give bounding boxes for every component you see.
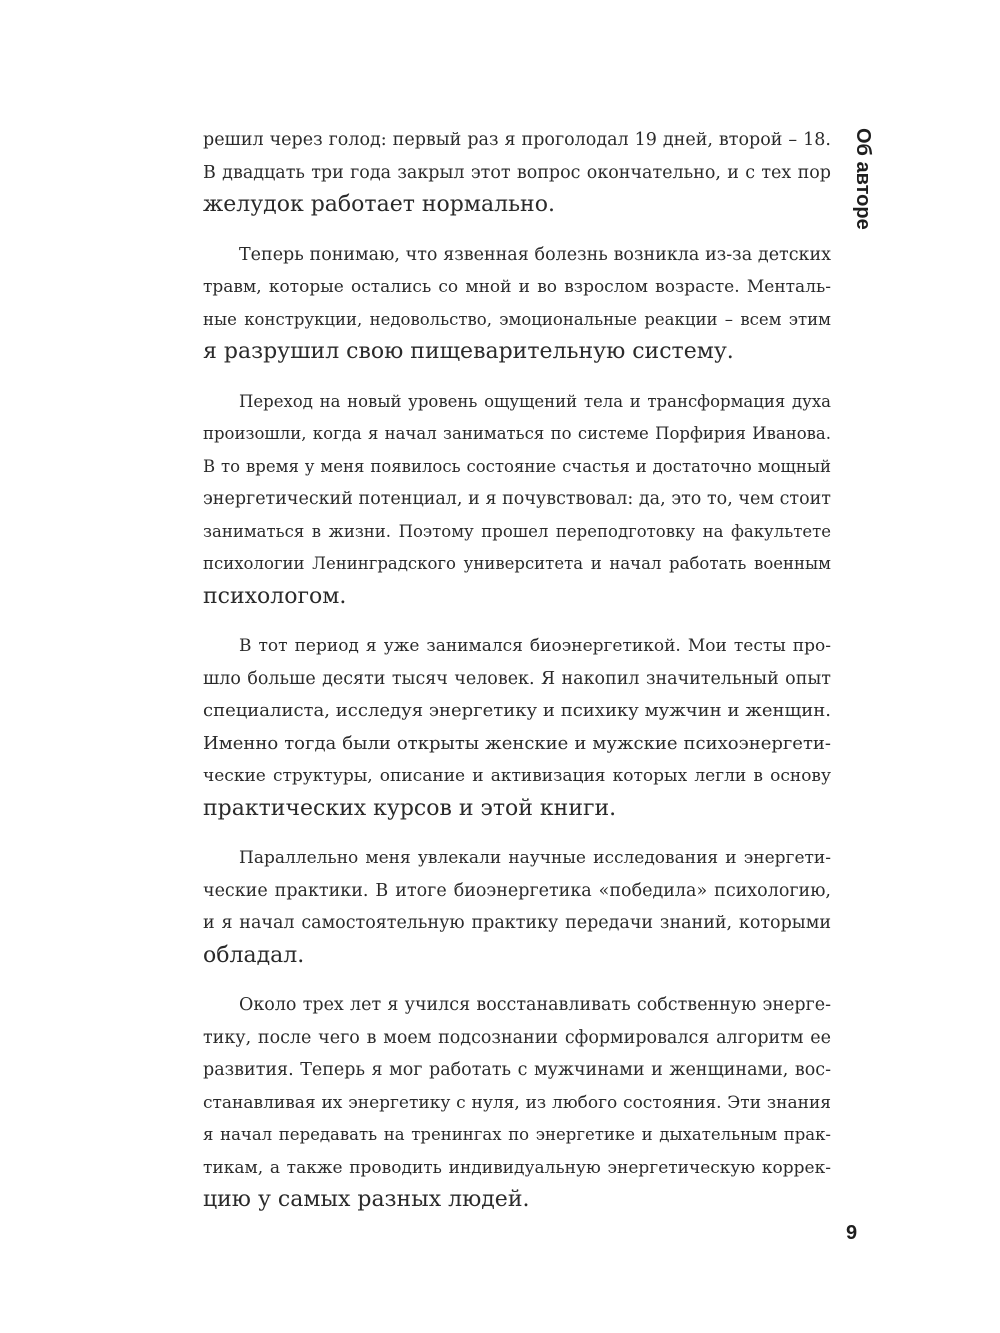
text-line: тикам, а также проводить индивидуальную энергетическую коррек- xyxy=(203,1157,831,1178)
text-line: станавливая их энергетику с нуля, из любого состояния. Эти знания xyxy=(203,1092,831,1113)
text-line: специалиста, исследуя энергетику и психику мужчин и женщин. xyxy=(203,700,831,721)
text-line: решил через голод: первый раз я проголодал 19 дней, второй – 18. xyxy=(203,130,831,150)
text-line: Параллельно меня увлекали научные исследования и энергети- xyxy=(239,848,831,868)
text-line: В то время у меня появилось состояние счастья и достаточно мощный xyxy=(203,456,831,476)
text-line: заниматься в жизни. Поэтому прошел переподготовку на факультете xyxy=(203,521,831,541)
paragraph xyxy=(203,630,831,825)
text-line: психологом. xyxy=(203,583,347,609)
text-line: тику, после чего в моем подсознании сформировался алгоритм ее xyxy=(203,1027,831,1048)
text-line: шло больше десяти тысяч человек. Я накопил значительный опыт xyxy=(203,668,831,689)
text-line: желудок работает нормально. xyxy=(203,192,555,217)
body-text xyxy=(203,124,831,1217)
text-line: обладал. xyxy=(203,942,305,968)
text-line: Переход на новый уровень ощущений тела и трансформация духа xyxy=(239,391,831,411)
text-line: ческие структуры, описание и активизация которых легли в основу xyxy=(203,766,831,786)
text-line: Около трех лет я учился восстанавливать собственную энерге- xyxy=(239,995,831,1015)
paragraph xyxy=(203,386,831,614)
text-line: и я начал самостоятельную практику передачи знаний, которыми xyxy=(203,913,831,933)
text-line: развития. Теперь я мог работать с мужчинами и женщинами, вос- xyxy=(203,1060,831,1080)
page-number: 9 xyxy=(846,1222,858,1244)
text-line: ные конструкции, недовольство, эмоциональные реакции – всем этим xyxy=(203,309,831,329)
text-line: произошли, когда я начал заниматься по системе Порфирия Иванова. xyxy=(203,424,831,443)
running-head-text: Об авторе xyxy=(852,128,874,230)
text-line: я разрушил свою пищеварительную систему. xyxy=(203,339,734,364)
text-line: В тот период я уже занимался биоэнергетикой. Мои тесты про- xyxy=(239,636,831,656)
text-line: ческие практики. В итоге биоэнергетика «победила» психологию, xyxy=(203,880,831,901)
text-line: травм, которые остались со мной и во взрослом возрасте. Менталь- xyxy=(203,277,831,297)
text-line: Теперь понимаю, что язвенная болезнь возникла из-за детских xyxy=(239,244,831,265)
running-head xyxy=(846,128,886,258)
paragraph xyxy=(203,842,831,972)
paragraph xyxy=(203,989,831,1217)
text-line: энергетический потенциал, и я почувствовал: да, это то, чем стоит xyxy=(203,489,831,509)
text-line: практических курсов и этой книги. xyxy=(203,795,617,821)
text-line: Именно тогда были открыты женские и мужские психоэнергети- xyxy=(203,732,831,754)
text-line: психологии Ленинградского университета и начал работать военным xyxy=(203,554,831,573)
paragraph xyxy=(203,124,831,222)
paragraph xyxy=(203,239,831,369)
text-line: я начал передавать на тренингах по энергетике и дыхательным прак- xyxy=(203,1125,831,1144)
text-line: В двадцать три года закрыл этот вопрос окончательно, и с тех пор xyxy=(203,162,831,183)
text-line: цию у самых разных людей. xyxy=(203,1187,530,1212)
